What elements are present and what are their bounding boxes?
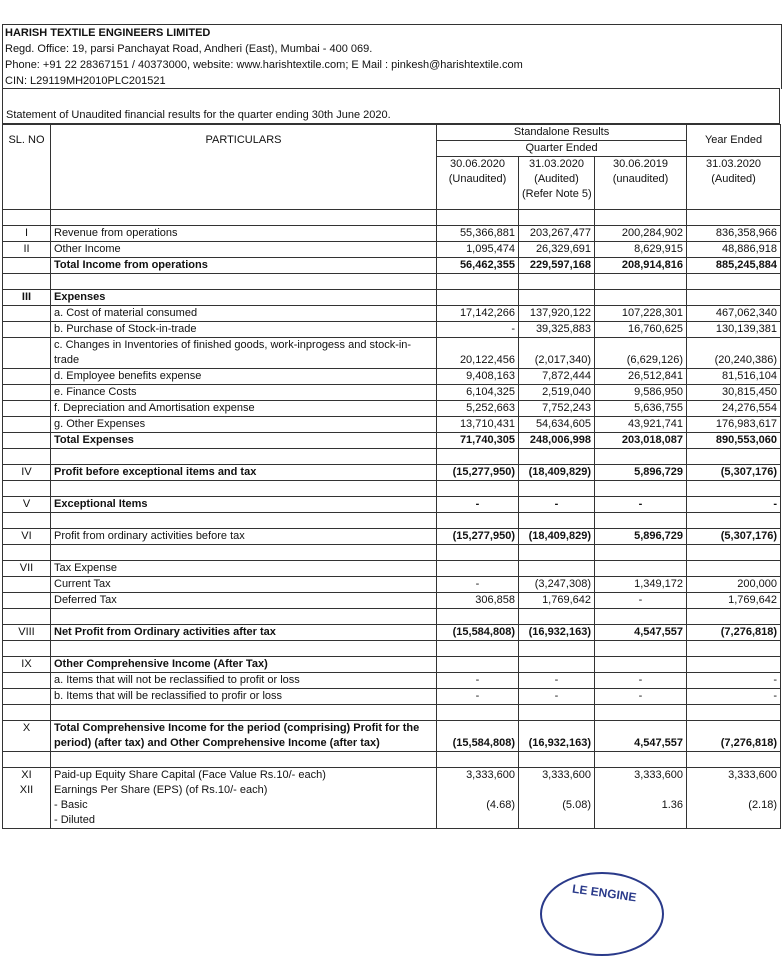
cell: 54,634,605 <box>519 416 595 432</box>
table-row <box>3 672 781 688</box>
table-row <box>3 321 781 337</box>
cell: 137,920,122 <box>519 305 595 321</box>
company-header <box>2 24 782 89</box>
cell: (2,017,340) <box>519 353 595 369</box>
row-sl: I <box>3 225 51 241</box>
table-row <box>3 241 781 257</box>
cell: 2,519,040 <box>519 384 595 400</box>
cell: - <box>519 688 595 704</box>
table-row <box>3 496 781 512</box>
cell: - <box>437 496 519 512</box>
cell: 1,769,642 <box>687 592 781 608</box>
cell: - <box>437 672 519 688</box>
table-row <box>3 368 781 384</box>
row-label: Total Income from operations <box>51 257 437 273</box>
row-sl: XI <box>3 767 51 783</box>
row-sl: IX <box>3 656 51 672</box>
cell: 20,122,456 <box>437 353 519 369</box>
cell: 200,284,902 <box>595 225 687 241</box>
cell: - <box>519 672 595 688</box>
table-row <box>3 592 781 608</box>
cell: 8,629,915 <box>595 241 687 257</box>
row-label: d. Employee benefits expense <box>51 368 437 384</box>
table-row <box>3 624 781 640</box>
cell: 7,752,243 <box>519 400 595 416</box>
row-label: Other Comprehensive Income (After Tax) <box>51 656 437 672</box>
cell: (4.68) <box>437 798 519 813</box>
table-row <box>3 416 781 432</box>
col-status: (Audited) <box>711 173 756 185</box>
standalone-results-label: Standalone Results <box>437 125 686 141</box>
cell: (15,277,950) <box>437 528 519 544</box>
cell: 203,267,477 <box>519 225 595 241</box>
row-label: a. Cost of material consumed <box>51 305 437 321</box>
table-row <box>3 736 781 752</box>
cell: - <box>437 576 519 592</box>
cell: (5.08) <box>519 798 595 813</box>
col-year-header <box>687 157 781 210</box>
cell: 71,740,305 <box>437 432 519 448</box>
cell: 26,329,691 <box>519 241 595 257</box>
cell: 1,095,474 <box>437 241 519 257</box>
cell: 26,512,841 <box>595 368 687 384</box>
col-date: 31.03.2020 <box>528 158 585 170</box>
cell: (7,276,818) <box>687 624 781 640</box>
table-row <box>3 353 781 369</box>
cell: 5,636,755 <box>595 400 687 416</box>
cell: 1,769,642 <box>519 592 595 608</box>
cell: 55,366,881 <box>437 225 519 241</box>
table-row <box>3 400 781 416</box>
row-sl: XII <box>3 783 51 798</box>
row-sl: X <box>3 720 51 736</box>
cell: 3,333,600 <box>519 767 595 783</box>
cell: 16,760,625 <box>595 321 687 337</box>
row-label: Total Comprehensive Income for the period (comprising) Profit for the <box>51 720 437 736</box>
cell: 3,333,600 <box>595 767 687 783</box>
cell: 4,547,557 <box>595 736 687 752</box>
cell: 56,462,355 <box>437 257 519 273</box>
financial-results-table <box>2 124 781 829</box>
row-label: Expenses <box>51 289 437 305</box>
table-row <box>3 528 781 544</box>
cell: 306,858 <box>437 592 519 608</box>
cell: 43,921,741 <box>595 416 687 432</box>
table-row <box>3 767 781 783</box>
table-date-row <box>3 157 781 210</box>
col-date: 31.03.2020 <box>706 158 762 170</box>
row-label: b. Purchase of Stock-in-trade <box>51 321 437 337</box>
row-label: Exceptional Items <box>51 496 437 512</box>
table-row <box>3 560 781 576</box>
table-row <box>3 720 781 736</box>
table-row <box>3 289 781 305</box>
table-row <box>3 688 781 704</box>
cell: - <box>437 321 519 337</box>
cell: 5,252,663 <box>437 400 519 416</box>
cell: (15,584,808) <box>437 624 519 640</box>
cell: 890,553,060 <box>687 432 781 448</box>
cell: (2.18) <box>687 798 781 813</box>
row-sl: IV <box>3 464 51 480</box>
cell: 17,142,266 <box>437 305 519 321</box>
table-row <box>3 384 781 400</box>
row-label: period) (after tax) and Other Comprehensive Income (after tax) <box>51 736 437 752</box>
cell: - <box>595 592 687 608</box>
cell: 9,586,950 <box>595 384 687 400</box>
cell: 130,139,381 <box>687 321 781 337</box>
cell: - <box>687 496 781 512</box>
cell: - <box>687 672 781 688</box>
cell: 30,815,450 <box>687 384 781 400</box>
cell: 5,896,729 <box>595 464 687 480</box>
cell: 203,018,087 <box>595 432 687 448</box>
row-sl: II <box>3 241 51 257</box>
cell: 467,062,340 <box>687 305 781 321</box>
table-row <box>3 464 781 480</box>
cell: (3,247,308) <box>519 576 595 592</box>
table-row <box>3 783 781 798</box>
table-row <box>3 813 781 829</box>
col-status: (Audited) <box>534 173 579 185</box>
cell: - <box>595 672 687 688</box>
quarter-ended-label: Quarter Ended <box>525 142 598 154</box>
standalone-header <box>437 125 687 157</box>
row-label: a. Items that will not be reclassified to profit or loss <box>51 672 437 688</box>
row-label: Tax Expense <box>51 560 437 576</box>
cell: (15,277,950) <box>437 464 519 480</box>
cell: 39,325,883 <box>519 321 595 337</box>
row-label: Profit before exceptional items and tax <box>51 464 437 480</box>
table-row <box>3 576 781 592</box>
row-label: c. Changes in Inventories of finished goods, work-inprogess and stock-in- <box>51 337 437 353</box>
statement-title: Statement of Unaudited financial results for the quarter ending 30th June 2020. <box>6 109 391 121</box>
col-date: 30.06.2020 <box>449 158 506 170</box>
row-label: f. Depreciation and Amortisation expense <box>51 400 437 416</box>
row-sl: VI <box>3 528 51 544</box>
row-label: Profit from ordinary activities before tax <box>51 528 437 544</box>
table-row <box>3 225 781 241</box>
cell: 836,358,966 <box>687 225 781 241</box>
year-ended-header: Year Ended <box>687 125 781 157</box>
cell: 176,983,617 <box>687 416 781 432</box>
cin-number: CIN: L29119MH2010PLC201521 <box>5 75 166 87</box>
row-label: g. Other Expenses <box>51 416 437 432</box>
particulars-header: PARTICULARS <box>51 125 437 157</box>
row-label: Earnings Per Share (EPS) (of Rs.10/- each) <box>51 783 437 798</box>
row-sl: III <box>3 289 51 305</box>
cell: 5,896,729 <box>595 528 687 544</box>
stamp-text: LE ENGINE <box>571 881 638 905</box>
cell: - <box>595 688 687 704</box>
row-label: Paid-up Equity Share Capital (Face Value Rs.10/- each) <box>51 767 437 783</box>
cell: 229,597,168 <box>519 257 595 273</box>
table-header-row <box>3 125 781 157</box>
cell: 208,914,816 <box>595 257 687 273</box>
cell: 3,333,600 <box>437 767 519 783</box>
contact-info: Phone: +91 22 28367151 / 40373000, website: www.harishtextile.com; E Mail : pinkesh@harishtextile.com <box>5 59 523 71</box>
table-row <box>3 305 781 321</box>
table-row <box>3 798 781 813</box>
statement-title-box <box>2 88 780 124</box>
row-label: e. Finance Costs <box>51 384 437 400</box>
cell: - <box>519 496 595 512</box>
cell: 13,710,431 <box>437 416 519 432</box>
cell: (7,276,818) <box>687 736 781 752</box>
cell: - <box>595 496 687 512</box>
col-note: (Refer Note 5) <box>522 188 592 200</box>
cell: 200,000 <box>687 576 781 592</box>
row-label: b. Items that will be reclassified to profir or loss <box>51 688 437 704</box>
col-q2-header <box>519 157 595 210</box>
row-label: Revenue from operations <box>51 225 437 241</box>
cell: (5,307,176) <box>687 528 781 544</box>
cell: 9,408,163 <box>437 368 519 384</box>
cell: (20,240,386) <box>687 353 781 369</box>
col-status: (unaudited) <box>612 173 669 185</box>
row-sl: VIII <box>3 624 51 640</box>
col-q1-header <box>437 157 519 210</box>
row-label: Other Income <box>51 241 437 257</box>
row-label: - Diluted <box>51 813 437 829</box>
row-sl: V <box>3 496 51 512</box>
cell: (18,409,829) <box>519 464 595 480</box>
cell: 3,333,600 <box>687 767 781 783</box>
cell: (15,584,808) <box>437 736 519 752</box>
cell: 107,228,301 <box>595 305 687 321</box>
cell: (16,932,163) <box>519 736 595 752</box>
cell: 1.36 <box>595 798 687 813</box>
row-label: trade <box>51 353 437 369</box>
table-row <box>3 337 781 353</box>
company-seal-stamp <box>540 872 664 956</box>
cell: (16,932,163) <box>519 624 595 640</box>
cell: 81,516,104 <box>687 368 781 384</box>
cell: (6,629,126) <box>595 353 687 369</box>
cell: 48,886,918 <box>687 241 781 257</box>
cell: (5,307,176) <box>687 464 781 480</box>
table-row <box>3 257 781 273</box>
cell: 4,547,557 <box>595 624 687 640</box>
cell: - <box>437 688 519 704</box>
row-label: Current Tax <box>51 576 437 592</box>
table-row <box>3 656 781 672</box>
col-date: 30.06.2019 <box>612 158 669 170</box>
sl-no-header: SL. NO <box>3 125 51 157</box>
col-status: (Unaudited) <box>448 173 507 185</box>
row-label: - Basic <box>51 798 437 813</box>
registered-office: Regd. Office: 19, parsi Panchayat Road, Andheri (East), Mumbai - 400 069. <box>5 43 373 55</box>
row-label: Net Profit from Ordinary activities after tax <box>51 624 437 640</box>
cell: (18,409,829) <box>519 528 595 544</box>
table-row <box>3 432 781 448</box>
row-label: Total Expenses <box>51 432 437 448</box>
col-q3-header <box>595 157 687 210</box>
cell: 248,006,998 <box>519 432 595 448</box>
row-sl: VII <box>3 560 51 576</box>
cell: 6,104,325 <box>437 384 519 400</box>
cell: 7,872,444 <box>519 368 595 384</box>
cell: 24,276,554 <box>687 400 781 416</box>
cell: 1,349,172 <box>595 576 687 592</box>
cell: - <box>687 688 781 704</box>
row-label: Deferred Tax <box>51 592 437 608</box>
cell: 885,245,884 <box>687 257 781 273</box>
company-name: HARISH TEXTILE ENGINEERS LIMITED <box>5 27 211 39</box>
